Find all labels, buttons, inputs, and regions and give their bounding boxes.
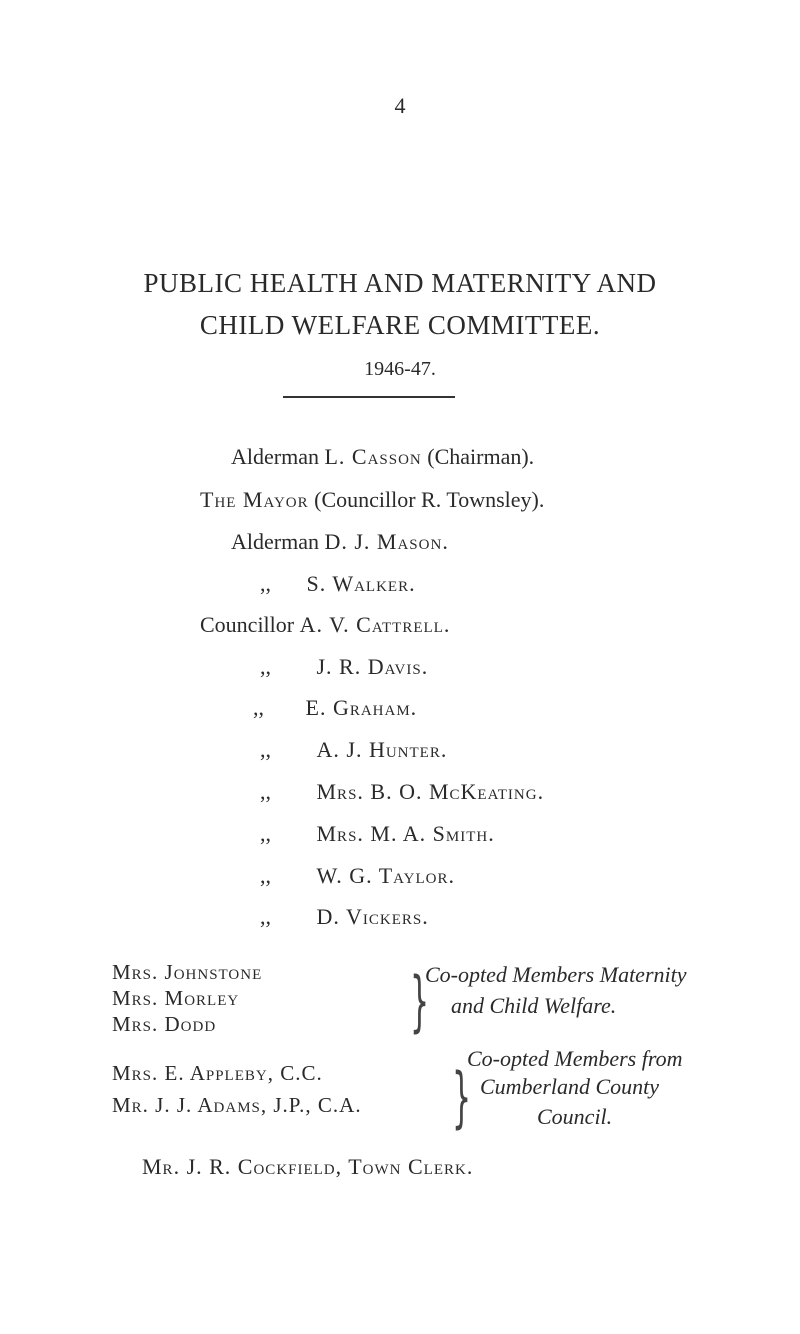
town-clerk: Mr. J. R. Cockfield, Town Clerk. <box>142 1154 474 1179</box>
member-row: ,, D. Vickers. <box>260 904 429 929</box>
member-row: ,, J. R. Davis. <box>260 654 429 679</box>
maternity-brace-icon: } <box>410 964 430 1041</box>
member-row: Alderman L. Casson (Chairman). <box>231 444 535 469</box>
page-number: 4 <box>394 93 406 118</box>
member-row: ,, E. Graham. <box>253 695 418 720</box>
member-row: Councillor A. V. Cattrell. <box>200 612 451 637</box>
member-row: ,, S. Walker. <box>260 571 416 596</box>
member-row: ,, A. J. Hunter. <box>260 737 448 762</box>
member-row: ,, Mrs. M. A. Smith. <box>260 821 495 846</box>
coopted-cumberland-name: Mr. J. J. Adams, J.P., C.A. <box>112 1093 362 1117</box>
member-row: ,, Mrs. B. O. McKeating. <box>260 779 545 804</box>
coopted-maternity-name: Mrs. Morley <box>112 986 240 1010</box>
title-line-2: CHILD WELFARE COMMITTEE. <box>199 310 601 340</box>
title-divider <box>283 396 455 398</box>
coopted-maternity-note: Co-opted Members Maternity <box>425 962 687 987</box>
title-line-1: PUBLIC HEALTH AND MATERNITY AND <box>143 268 657 298</box>
coopted-cumberland-note: Cumberland County <box>480 1074 660 1099</box>
member-row: ,, W. G. Taylor. <box>260 863 455 888</box>
coopted-cumberland-name: Mrs. E. Appleby, C.C. <box>112 1061 323 1085</box>
cumberland-brace-icon: } <box>452 1060 472 1137</box>
coopted-cumberland-note: Council. <box>537 1104 613 1129</box>
coopted-maternity-note: and Child Welfare. <box>451 993 617 1018</box>
coopted-maternity-name: Mrs. Johnstone <box>112 960 263 984</box>
member-row: Alderman D. J. Mason. <box>231 529 449 554</box>
committee-year: 1946-47. <box>364 358 436 380</box>
coopted-cumberland-note: Co-opted Members from <box>467 1046 683 1071</box>
coopted-maternity-name: Mrs. Dodd <box>112 1012 217 1036</box>
member-row: The Mayor (Councillor R. Townsley). <box>200 487 545 512</box>
